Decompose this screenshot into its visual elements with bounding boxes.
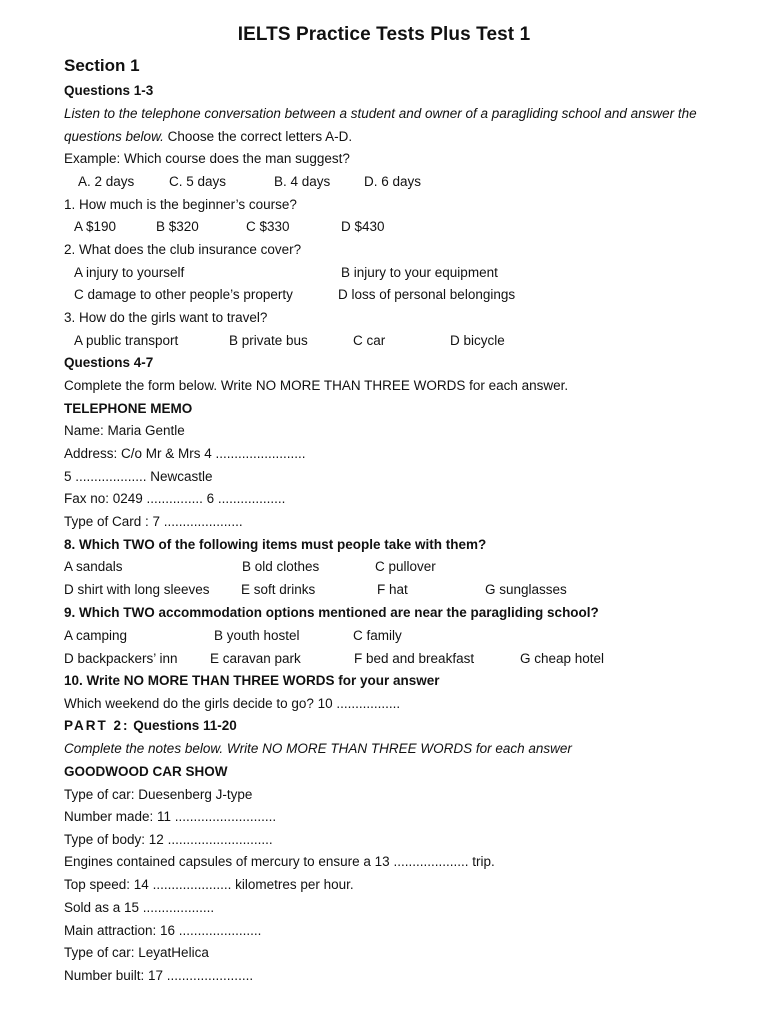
q8-option-d: D shirt with long sleeves — [64, 582, 210, 597]
notes-line: Type of body: 12 ............................ — [64, 832, 273, 847]
example-question: Example: Which course does the man suggest? — [64, 151, 350, 166]
notes-line: Sold as a 15 ................... — [64, 900, 215, 915]
q8-option-f: F hat — [377, 582, 408, 597]
q8-option-c: C pullover — [375, 559, 436, 574]
instruction-plain-part: Choose the correct letters A-D. — [163, 129, 353, 144]
question-3: 3. How do the girls want to travel? — [64, 310, 268, 325]
q2-option-d: D loss of personal belongings — [338, 287, 516, 302]
document-title: IELTS Practice Tests Plus Test 1 — [237, 24, 531, 45]
goodwood-car-show-title: GOODWOOD CAR SHOW — [64, 764, 228, 779]
q1-option-c: C $330 — [246, 219, 290, 234]
example-option-c: C. 5 days — [169, 174, 227, 189]
telephone-memo-title: TELEPHONE MEMO — [64, 401, 193, 416]
instruction-line-2 — [64, 128, 352, 146]
q2-option-a: A injury to yourself — [74, 265, 185, 280]
memo-card-type: Type of Card : 7 ..................... — [64, 514, 243, 529]
question-10: 10. Write NO MORE THAN THREE WORDS for your answer — [64, 673, 440, 688]
question-8: 8. Which TWO of the following items must people take with them? — [64, 537, 487, 552]
q9-option-c: C family — [353, 628, 402, 643]
q2-option-b: B injury to your equipment — [341, 265, 498, 280]
question-2: 2. What does the club insurance cover? — [64, 242, 302, 257]
part-2-label: PART 2: — [64, 718, 130, 733]
part-2-heading — [64, 717, 237, 735]
q3-option-c: C car — [353, 333, 386, 348]
q1-option-a: A $190 — [74, 219, 117, 234]
q2-option-c: C damage to other people’s property — [74, 287, 293, 302]
q9-option-a: A camping — [64, 628, 128, 643]
q3-option-d: D bicycle — [450, 333, 505, 348]
part-2-instruction: Complete the notes below. Write NO MORE THAN THREE WORDS for each answer — [64, 741, 572, 756]
q8-option-a: A sandals — [64, 559, 123, 574]
q9-option-d: D backpackers’ inn — [64, 651, 178, 666]
q8-option-e: E soft drinks — [241, 582, 316, 597]
questions-4-7-instruction: Complete the form below. Write NO MORE THAN THREE WORDS for each answer. — [64, 378, 569, 393]
question-9: 9. Which TWO accommodation options mentioned are near the paragliding school? — [64, 605, 599, 620]
q9-option-g: G cheap hotel — [520, 651, 605, 666]
q3-option-b: B private bus — [229, 333, 308, 348]
memo-name: Name: Maria Gentle — [64, 423, 185, 438]
q9-option-f: F bed and breakfast — [354, 651, 475, 666]
notes-line: Number made: 11 ........................... — [64, 809, 277, 824]
question-10-text: Which weekend do the girls decide to go? 10 ................. — [64, 696, 401, 711]
instruction-line-1: Listen to the telephone conversation between a student and owner of a paragliding school and answer the — [64, 106, 697, 121]
questions-4-7-heading: Questions 4-7 — [64, 355, 154, 370]
q8-option-g: G sunglasses — [485, 582, 567, 597]
question-1: 1. How much is the beginner’s course? — [64, 197, 297, 212]
part-2-questions-label: Questions 11-20 — [129, 718, 237, 733]
memo-address: Address: C/o Mr & Mrs 4 ........................ — [64, 446, 306, 461]
notes-line: Type of car: Duesenberg J-type — [64, 787, 253, 802]
memo-fax: Fax no: 0249 ............... 6 .................. — [64, 491, 286, 506]
section-1-heading: Section 1 — [64, 56, 140, 75]
instruction-italic-part: questions below. — [64, 129, 164, 144]
q9-option-e: E caravan park — [210, 651, 301, 666]
q1-option-b: B $320 — [156, 219, 199, 234]
notes-line: Main attraction: 16 ...................... — [64, 923, 262, 938]
notes-line: Type of car: LeyatHelica — [64, 945, 209, 960]
notes-line: Engines contained capsules of mercury to ensure a 13 .................... trip. — [64, 854, 495, 869]
q3-option-a: A public transport — [74, 333, 179, 348]
q9-option-b: B youth hostel — [214, 628, 300, 643]
example-option-b: B. 4 days — [274, 174, 331, 189]
example-option-d: D. 6 days — [364, 174, 422, 189]
notes-line: Number built: 17 ....................... — [64, 968, 254, 983]
q8-option-b: B old clothes — [242, 559, 320, 574]
memo-line-5: 5 ................... Newcastle — [64, 469, 213, 484]
questions-1-3-heading: Questions 1-3 — [64, 83, 154, 98]
notes-line: Top speed: 14 ..................... kilometres per hour. — [64, 877, 354, 892]
example-option-a: A. 2 days — [78, 174, 135, 189]
q1-option-d: D $430 — [341, 219, 385, 234]
